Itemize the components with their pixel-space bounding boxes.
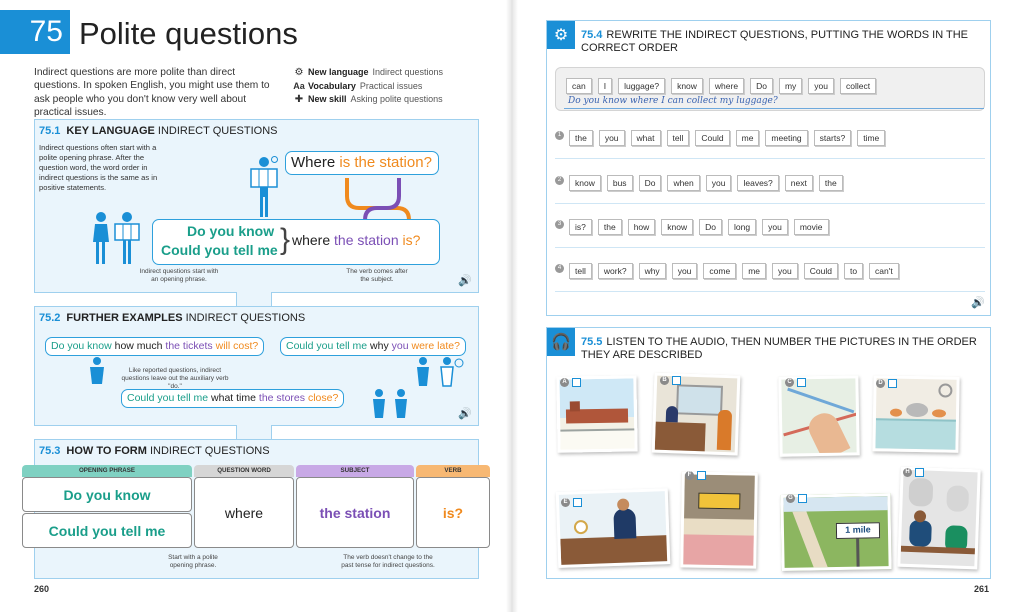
opening-phrase-cell-1: Do you know	[22, 477, 192, 512]
exercise-instruction: LISTEN TO THE AUDIO, THEN NUMBER THE PICTURES IN THE ORDER THEY ARE DESCRIBED	[581, 336, 977, 361]
question-rest: is the station?	[339, 154, 432, 171]
word-chip: you	[599, 130, 625, 146]
two-people-figure	[91, 212, 143, 266]
section-heading	[39, 312, 305, 324]
opening-phrase: Could you tell me	[127, 392, 212, 404]
word-chip: why	[639, 263, 666, 279]
answer-line	[564, 108, 984, 109]
section-title: HOW TO FORM	[66, 445, 147, 457]
store-people-figure	[371, 389, 411, 419]
indirect-rest	[292, 232, 420, 248]
opening-phrase: Do you know	[51, 340, 115, 352]
word-chip: know	[671, 78, 703, 94]
word-chip: the	[598, 219, 622, 235]
legend-vocabulary	[292, 80, 443, 94]
example-bubble-3	[121, 389, 344, 408]
brace-icon: }	[280, 223, 291, 256]
word-chip: know	[661, 219, 693, 235]
question-word: Where	[291, 154, 340, 171]
word-chip: Could	[804, 263, 838, 279]
legend-label: Vocabulary	[308, 80, 356, 91]
section-heading	[39, 445, 270, 457]
picture-g	[780, 493, 891, 571]
direct-question-bubble	[285, 151, 439, 175]
word-chip: you	[672, 263, 698, 279]
picture-letter: G	[786, 494, 795, 503]
question-number: 3	[555, 220, 564, 229]
section-75-2	[34, 306, 479, 426]
audio-speaker-icon[interactable]: 🔊	[458, 275, 472, 287]
word-chip: time	[857, 130, 885, 146]
legend-label: New language	[308, 67, 369, 77]
word-chip: know	[569, 175, 601, 191]
thought-bubble-icon	[271, 156, 278, 163]
puzzle-icon: ✚	[294, 94, 304, 105]
example-bubble-1	[45, 337, 264, 356]
example-answer: Do you know where I can collect my luggage?	[568, 96, 778, 106]
word-chip: Could	[695, 130, 729, 146]
word-chip: movie	[794, 219, 829, 235]
verb-position-note: The verb comes after the subject.	[346, 268, 408, 283]
word-chip: luggage?	[618, 78, 665, 94]
example-bubble-2	[280, 337, 466, 356]
question-word: what time	[211, 392, 259, 404]
vocabulary-icon: Aa	[293, 80, 305, 91]
section-body-text: Indirect questions often start with a polite opening phrase. After the question word, the word order in indirect questions is the same as in positive statements.	[39, 143, 158, 192]
exercise-75-4	[546, 20, 991, 316]
exercise-number: 75.5	[581, 336, 603, 348]
answer-line	[555, 247, 985, 248]
tab-subject: SUBJECT	[296, 465, 414, 477]
opening-phrase: Could you tell me	[286, 340, 371, 352]
tab-opening-phrase: OPENING PHRASE	[22, 465, 192, 477]
picture-letter: H	[903, 468, 912, 477]
picture-answer-box[interactable]	[915, 468, 924, 477]
page-number: 261	[974, 584, 990, 594]
question-word: how much	[114, 340, 166, 352]
word-chip: can	[566, 78, 592, 94]
exercise-title	[581, 29, 981, 55]
audio-speaker-icon[interactable]: 🔊	[971, 297, 985, 309]
word-chip: my	[779, 78, 802, 94]
answer-line	[555, 291, 985, 292]
section-heading	[39, 125, 278, 137]
auxiliary-note: Like reported questions, indirect questions leave out the auxiliary verb "do."	[121, 367, 229, 390]
word-chip: you	[762, 219, 788, 235]
unit-title: Polite questions	[79, 16, 298, 51]
picture-a	[556, 375, 637, 452]
mile-sign: 1 mile	[836, 522, 880, 539]
question-word-chips	[569, 173, 849, 191]
unit-legend	[292, 66, 443, 107]
question-word-chips	[569, 261, 905, 279]
word-chip: bus	[607, 175, 633, 191]
exercise-75-5	[546, 327, 991, 579]
legend-value: Practical issues	[359, 80, 423, 91]
word-chip: to	[844, 263, 863, 279]
opening-phrase-note: Indirect questions start with an opening phrase.	[139, 268, 219, 283]
subject-cell: the station	[296, 477, 414, 548]
ticket-person-figure	[87, 357, 107, 385]
verb-cell: is?	[416, 477, 490, 548]
example-word-chips	[566, 76, 882, 94]
word-chip: when	[667, 175, 699, 191]
picture-answer-box[interactable]	[672, 376, 681, 385]
legend-value: Indirect questions	[372, 67, 444, 77]
word-chip: work?	[598, 263, 633, 279]
question-number: 4	[555, 264, 564, 273]
picture-letter: E	[561, 498, 570, 507]
word-chip: can't	[869, 263, 899, 279]
subject-text: the stores	[258, 392, 308, 404]
tab-question-word: QUESTION WORD	[194, 465, 294, 477]
word-chip: come	[703, 263, 736, 279]
picture-d	[872, 375, 959, 452]
exercise-instruction: REWRITE THE INDIRECT QUESTIONS, PUTTING THE WORDS IN THE CORRECT ORDER	[581, 29, 969, 54]
indirect-question-bubble	[152, 219, 440, 265]
exercise-title	[581, 336, 981, 362]
section-number: 75.3	[39, 445, 61, 457]
word-chip: me	[742, 263, 766, 279]
section-75-1	[34, 119, 479, 293]
subject-text: the station	[334, 232, 403, 248]
picture-c	[778, 375, 859, 456]
picture-answer-box[interactable]	[797, 378, 806, 387]
unit-number: 75	[0, 10, 70, 54]
question-word: where	[292, 232, 335, 248]
legend-value: Asking polite questions	[350, 94, 443, 104]
word-chip: starts?	[814, 130, 852, 146]
headset-icon: 🎧	[547, 328, 575, 356]
section-number: 75.1	[39, 125, 61, 137]
picture-letter: B	[660, 376, 669, 385]
picture-letter: D	[876, 379, 885, 388]
word-chip: collect	[840, 78, 876, 94]
gears-icon: ⚙	[294, 67, 304, 78]
word-chip: what	[631, 130, 661, 146]
picture-h	[897, 467, 980, 570]
tab-verb: VERB	[416, 465, 490, 477]
section-number: 75.2	[39, 312, 61, 324]
word-chip: next	[785, 175, 813, 191]
worked-example	[555, 67, 985, 111]
word-chip: the	[819, 175, 843, 191]
picture-answer-box[interactable]	[573, 498, 582, 507]
opening-phrase-note: Start with a polite opening phrase.	[168, 554, 218, 569]
word-chip: how	[628, 219, 656, 235]
picture-letter: F	[685, 471, 694, 480]
picture-answer-box[interactable]	[697, 471, 706, 480]
late-people-figure	[415, 357, 465, 387]
person-with-map-figure	[247, 156, 281, 218]
answer-line	[555, 158, 985, 159]
answer-line	[555, 203, 985, 204]
picture-answer-box[interactable]	[798, 494, 807, 503]
subject-text: the tickets	[165, 340, 216, 352]
page-number: 260	[34, 584, 50, 594]
section-subtitle: INDIRECT QUESTIONS	[157, 125, 278, 137]
picture-answer-box[interactable]	[888, 379, 897, 388]
word-chip: me	[736, 130, 760, 146]
opening-phrase-cell-2: Could you tell me	[22, 513, 192, 548]
word-chip: Do	[750, 78, 773, 94]
word-chip: I	[598, 78, 612, 94]
word-chip: Do	[639, 175, 662, 191]
word-chip: long	[728, 219, 756, 235]
section-title: FURTHER EXAMPLES	[66, 312, 183, 324]
opening-phrase-2: Could you tell me	[161, 242, 278, 258]
subject-text: you	[391, 340, 412, 352]
word-chip: where	[709, 78, 744, 94]
word-chip: tell	[569, 263, 592, 279]
word-chip: you	[772, 263, 798, 279]
verb-text: close?	[307, 392, 339, 404]
opening-phrase-1: Do you know	[187, 223, 275, 239]
gears-icon: ⚙	[547, 21, 575, 49]
legend-new-skill	[292, 93, 443, 107]
section-subtitle: INDIRECT QUESTIONS	[149, 445, 270, 457]
verb-text: will cost?	[215, 340, 259, 352]
right-page	[512, 0, 1024, 612]
verb-text: is?	[402, 232, 421, 248]
word-chip: you	[706, 175, 732, 191]
picture-letter: A	[560, 378, 569, 387]
word-chip: Do	[699, 219, 722, 235]
verb-text: were late?	[411, 340, 460, 352]
question-word-chips	[569, 128, 891, 146]
word-chip: is?	[569, 219, 592, 235]
verb-tense-note: The verb doesn't change to the past tense for indirect questions.	[341, 554, 435, 569]
legend-new-language	[292, 66, 443, 80]
question-word: why	[370, 340, 392, 352]
question-number: 1	[555, 131, 564, 140]
question-number: 2	[555, 176, 564, 185]
section-title: KEY LANGUAGE	[66, 125, 155, 137]
picture-f	[680, 471, 758, 568]
word-chip: meeting	[765, 130, 807, 146]
intro-text: Indirect questions are more polite than direct questions. In spoken English, you might use them to ask people who you don't know very well about practical issues.	[34, 67, 270, 119]
word-chip: the	[569, 130, 593, 146]
section-subtitle: INDIRECT QUESTIONS	[185, 312, 306, 324]
picture-letter: C	[785, 378, 794, 387]
word-chip: leaves?	[737, 175, 778, 191]
word-chip: you	[808, 78, 834, 94]
exercise-number: 75.4	[581, 29, 603, 41]
question-word-chips	[569, 217, 835, 235]
legend-label: New skill	[308, 94, 347, 104]
question-word-cell: where	[194, 477, 294, 548]
picture-answer-box[interactable]	[572, 378, 581, 387]
word-chip: tell	[667, 130, 690, 146]
audio-speaker-icon[interactable]: 🔊	[458, 408, 472, 420]
